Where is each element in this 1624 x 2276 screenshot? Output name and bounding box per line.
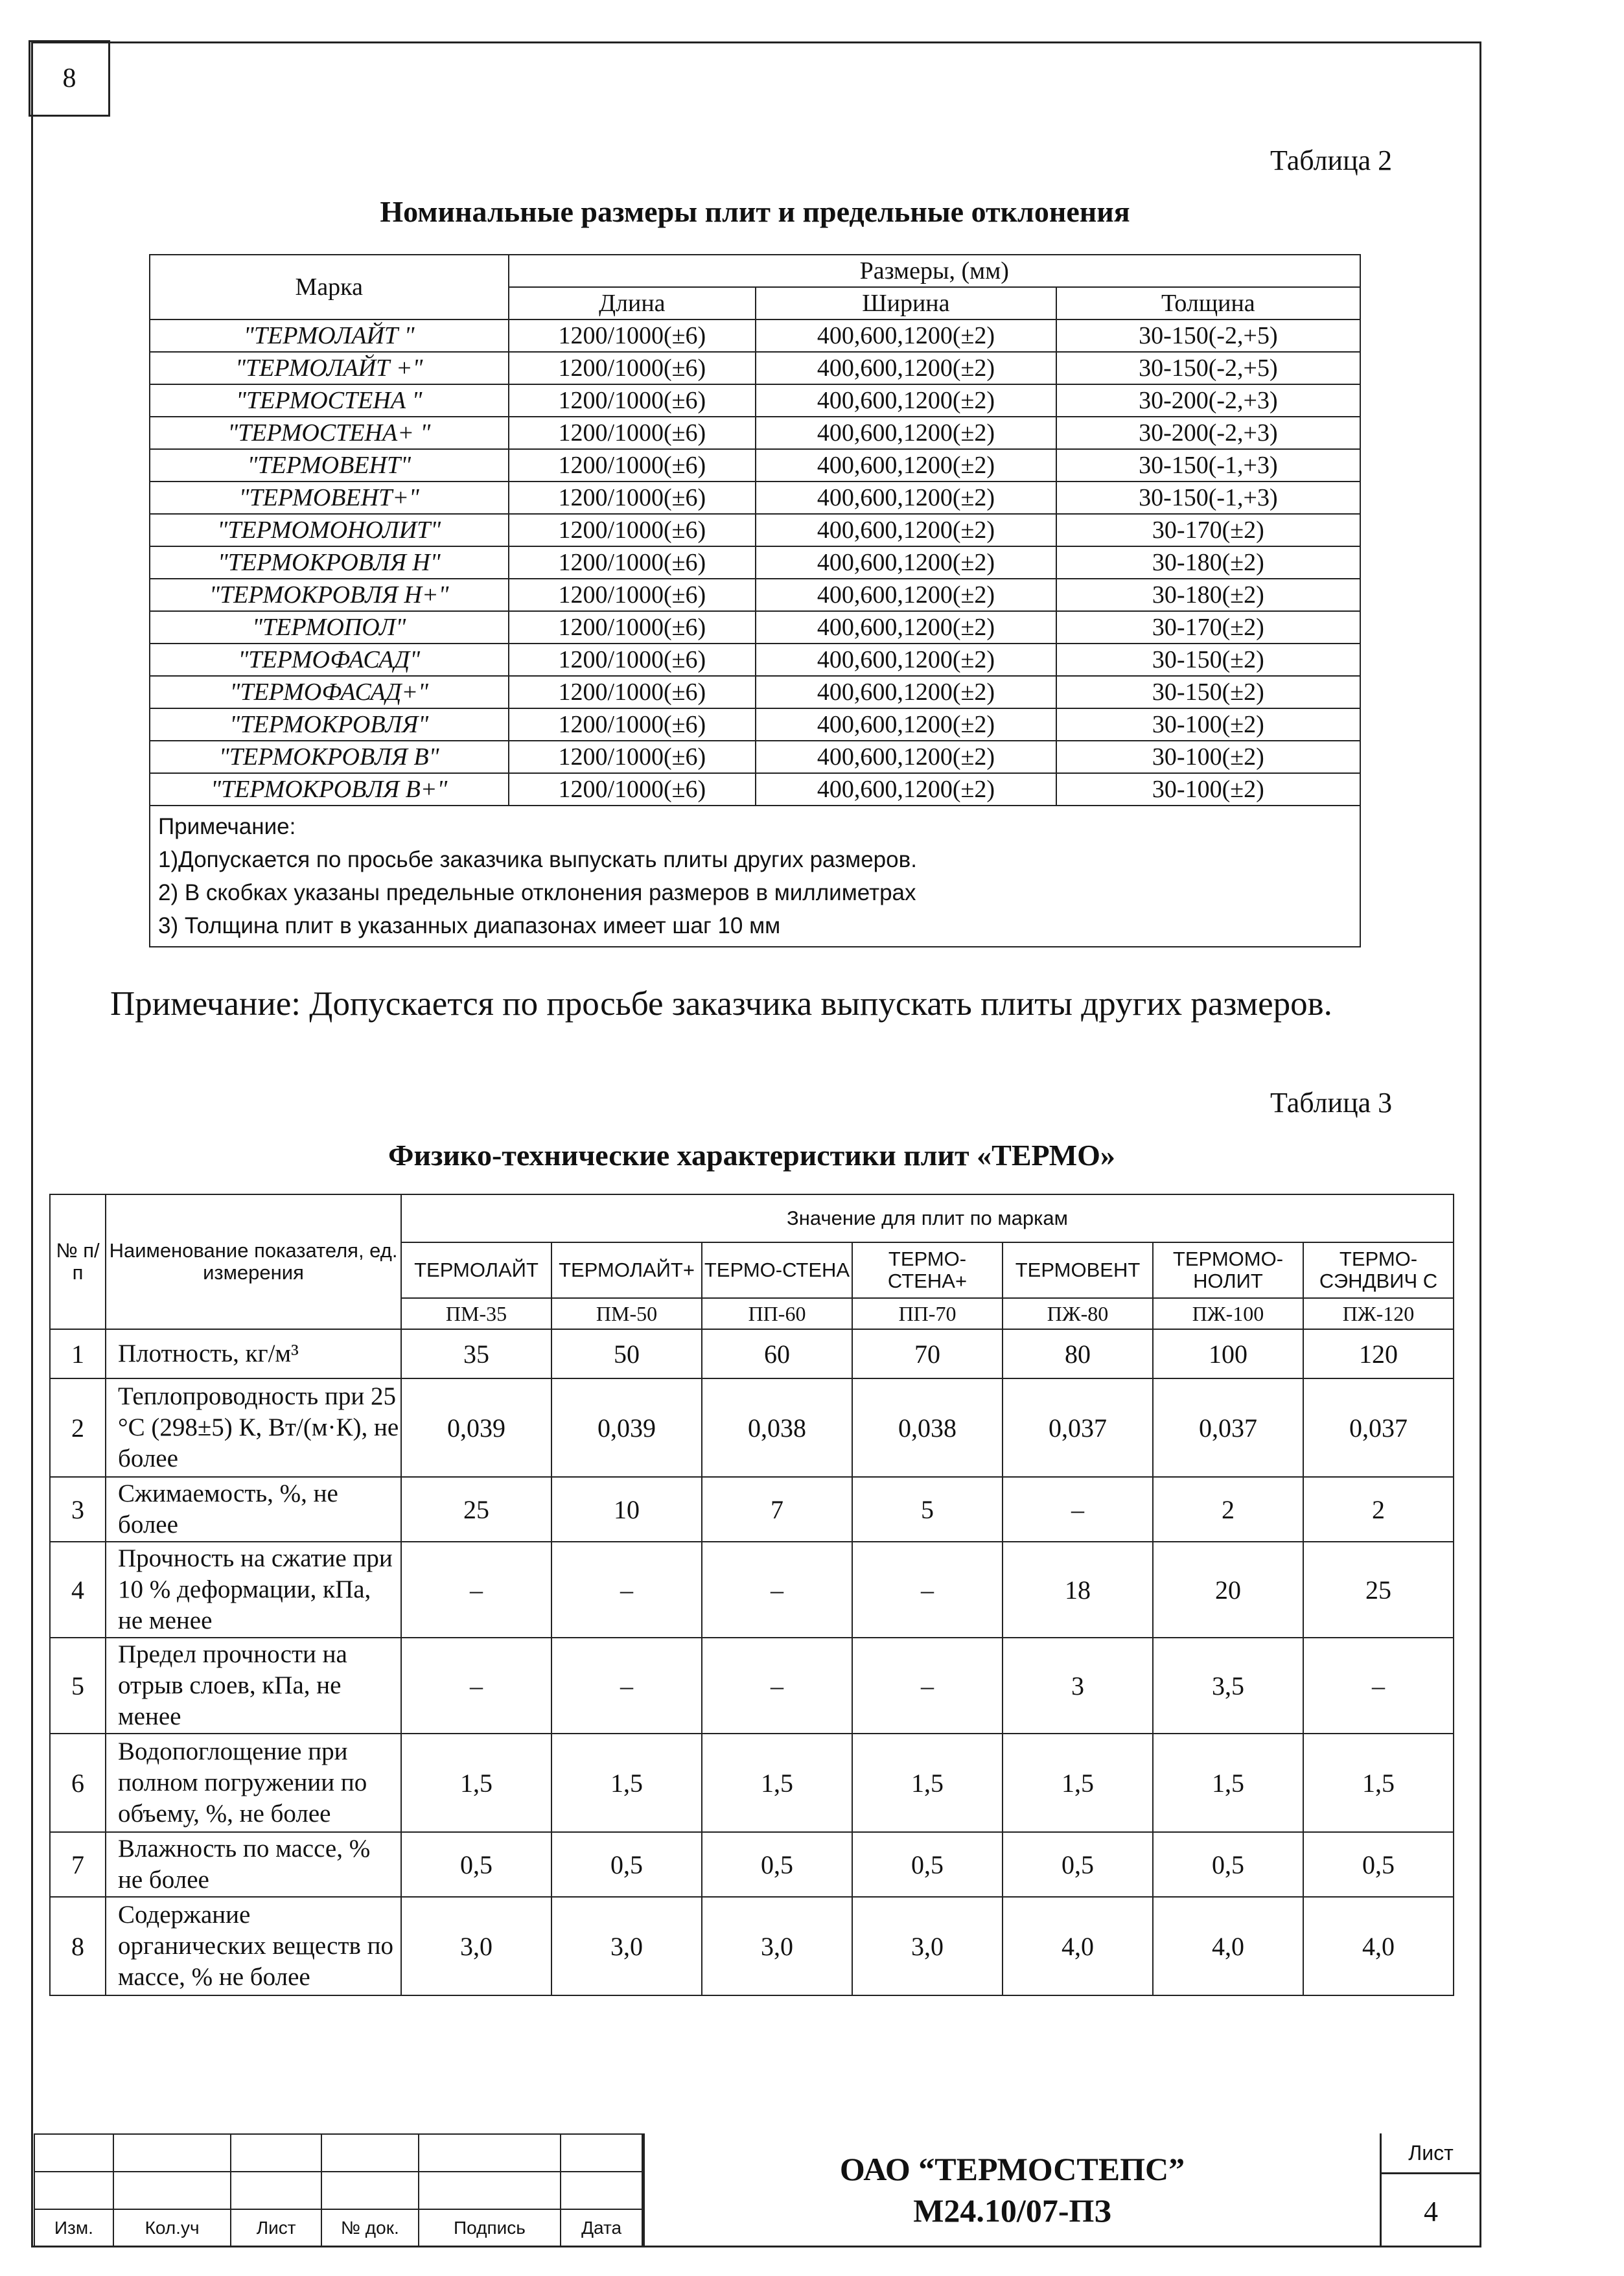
thickness-cell: 30-200(-2,+3) — [1056, 417, 1360, 449]
brand-cell: "ТЕРМОФАСАД+" — [150, 676, 509, 708]
value-cell: 1,5 — [551, 1734, 702, 1832]
thickness-cell: 30-180(±2) — [1056, 546, 1360, 579]
value-cell: 1,5 — [852, 1734, 1003, 1832]
thickness-cell: 30-150(-2,+5) — [1056, 319, 1360, 352]
width-cell: 400,600,1200(±2) — [756, 644, 1056, 676]
row-number: 7 — [50, 1832, 106, 1897]
table-row — [50, 1734, 1454, 1832]
value-cell: 0,5 — [1003, 1832, 1153, 1897]
table2-header-thickness: Толщина — [1056, 287, 1360, 319]
table-row — [50, 1477, 1454, 1542]
table-row — [50, 1832, 1454, 1897]
table3-header-values: Значение для плит по маркам — [401, 1194, 1454, 1242]
brand-cell: "ТЕРМОФАСАД" — [150, 644, 509, 676]
brand-cell: "ТЕРМОМОНОЛИТ" — [150, 514, 509, 546]
table3-header-num: № п/п — [50, 1194, 106, 1329]
table-row — [150, 644, 1360, 676]
length-cell: 1200/1000(±6) — [509, 579, 756, 611]
width-cell: 400,600,1200(±2) — [756, 579, 1056, 611]
value-cell: 1,5 — [1153, 1734, 1303, 1832]
table2-header-width: Ширина — [756, 287, 1056, 319]
length-cell: 1200/1000(±6) — [509, 741, 756, 773]
width-cell: 400,600,1200(±2) — [756, 773, 1056, 806]
table-row — [50, 1329, 1454, 1378]
value-cell: – — [702, 1542, 852, 1638]
revision-column-label: Кол.уч — [113, 2209, 231, 2247]
document-title-cell — [643, 2133, 1382, 2246]
value-cell: 4,0 — [1003, 1897, 1153, 1995]
value-cell: 0,037 — [1153, 1378, 1303, 1477]
length-cell: 1200/1000(±6) — [509, 611, 756, 644]
document-code: М24.10/07-ПЗ — [913, 2192, 1111, 2229]
brand-header: ТЕРМО-СЭНДВИЧ С — [1303, 1242, 1454, 1298]
value-cell: – — [852, 1638, 1003, 1734]
table-row — [150, 319, 1360, 352]
brand-cell: "ТЕРМОВЕНТ+" — [150, 482, 509, 514]
value-cell: 18 — [1003, 1542, 1153, 1638]
thickness-cell: 30-100(±2) — [1056, 708, 1360, 741]
table-row — [150, 417, 1360, 449]
width-cell: 400,600,1200(±2) — [756, 546, 1056, 579]
value-cell: – — [1303, 1638, 1454, 1734]
value-cell: 0,039 — [551, 1378, 702, 1477]
length-cell: 1200/1000(±6) — [509, 546, 756, 579]
thickness-cell: 30-150(-1,+3) — [1056, 482, 1360, 514]
parameter-name: Водопоглощение при полном погружении по объему, %, не более — [106, 1734, 401, 1832]
company-name: ОАО “ТЕРМОСТЕПС” — [839, 2151, 1185, 2187]
table2-note-line: 1)Допускается по просьбе заказчика выпускать плиты других размеров. — [158, 847, 917, 872]
row-number: 3 — [50, 1477, 106, 1542]
revision-grid — [34, 2133, 643, 2246]
row-number: 5 — [50, 1638, 106, 1734]
length-cell: 1200/1000(±6) — [509, 482, 756, 514]
value-cell: 0,5 — [702, 1832, 852, 1897]
brand-cell: "ТЕРМОКРОВЛЯ Н" — [150, 546, 509, 579]
value-cell: 3,0 — [551, 1897, 702, 1995]
table3-label: Таблица 3 — [1270, 1087, 1393, 1119]
width-cell: 400,600,1200(±2) — [756, 449, 1056, 482]
value-cell: 0,037 — [1303, 1378, 1454, 1477]
thickness-cell: 30-180(±2) — [1056, 579, 1360, 611]
length-cell: 1200/1000(±6) — [509, 708, 756, 741]
brand-code: ПЖ-100 — [1153, 1298, 1303, 1329]
length-cell: 1200/1000(±6) — [509, 449, 756, 482]
table-row — [150, 579, 1360, 611]
parameter-name: Предел прочности на отрыв слоев, кПа, не менее — [106, 1638, 401, 1734]
thickness-cell: 30-100(±2) — [1056, 773, 1360, 806]
thickness-cell: 30-150(±2) — [1056, 644, 1360, 676]
value-cell: – — [1003, 1477, 1153, 1542]
value-cell: 60 — [702, 1329, 852, 1378]
length-cell: 1200/1000(±6) — [509, 676, 756, 708]
revision-table — [34, 2133, 643, 2247]
thickness-cell: 30-200(-2,+3) — [1056, 384, 1360, 417]
value-cell: 0,5 — [401, 1832, 551, 1897]
row-number: 6 — [50, 1734, 106, 1832]
table-row — [50, 1378, 1454, 1477]
revision-column-label: Лист — [231, 2209, 321, 2247]
width-cell: 400,600,1200(±2) — [756, 741, 1056, 773]
length-cell: 1200/1000(±6) — [509, 773, 756, 806]
brand-code: ПП-70 — [852, 1298, 1003, 1329]
row-number: 2 — [50, 1378, 106, 1477]
value-cell: 2 — [1303, 1477, 1454, 1542]
table2-header-length: Длина — [509, 287, 756, 319]
row-number: 1 — [50, 1329, 106, 1378]
sheet-label: Лист — [1382, 2133, 1480, 2174]
value-cell: 3,0 — [702, 1897, 852, 1995]
parameter-name: Содержание органических веществ по массе, % не более — [106, 1897, 401, 1995]
length-cell: 1200/1000(±6) — [509, 352, 756, 384]
value-cell: 2 — [1153, 1477, 1303, 1542]
value-cell: 35 — [401, 1329, 551, 1378]
thickness-cell: 30-150(±2) — [1056, 676, 1360, 708]
value-cell: 3,5 — [1153, 1638, 1303, 1734]
table3 — [49, 1194, 1454, 1996]
length-cell: 1200/1000(±6) — [509, 644, 756, 676]
table2-title: Номинальные размеры плит и предельные отклонения — [380, 195, 1130, 228]
brand-header: ТЕРМОВЕНТ — [1003, 1242, 1153, 1298]
table-row — [150, 546, 1360, 579]
brand-cell: "ТЕРМОКРОВЛЯ В" — [150, 741, 509, 773]
width-cell: 400,600,1200(±2) — [756, 611, 1056, 644]
width-cell: 400,600,1200(±2) — [756, 352, 1056, 384]
brand-code: ПМ-35 — [401, 1298, 551, 1329]
table-row — [150, 773, 1360, 806]
row-number: 8 — [50, 1897, 106, 1995]
table-row — [150, 708, 1360, 741]
page-number-box — [29, 40, 110, 117]
value-cell: 4,0 — [1153, 1897, 1303, 1995]
width-cell: 400,600,1200(±2) — [756, 708, 1056, 741]
table2 — [149, 254, 1361, 947]
table2-notes — [150, 806, 1360, 947]
length-cell: 1200/1000(±6) — [509, 514, 756, 546]
length-cell: 1200/1000(±6) — [509, 417, 756, 449]
length-cell: 1200/1000(±6) — [509, 384, 756, 417]
revision-column-label: Дата — [561, 2209, 642, 2247]
value-cell: – — [702, 1638, 852, 1734]
table-row — [150, 449, 1360, 482]
thickness-cell: 30-150(-2,+5) — [1056, 352, 1360, 384]
value-cell: 0,5 — [551, 1832, 702, 1897]
parameter-name: Влажность по массе, % не более — [106, 1832, 401, 1897]
table3-title: Физико-технические характеристики плит «ТЕРМО» — [388, 1139, 1115, 1172]
value-cell: 100 — [1153, 1329, 1303, 1378]
row-number: 4 — [50, 1542, 106, 1638]
value-cell: 5 — [852, 1477, 1003, 1542]
value-cell: 3,0 — [852, 1897, 1003, 1995]
parameter-name: Теплопроводность при 25 °С (298±5) К, Вт/(м·К), не более — [106, 1378, 401, 1477]
brand-header: ТЕРМОЛАЙТ — [401, 1242, 551, 1298]
table-row — [50, 1897, 1454, 1995]
brand-cell: "ТЕРМОВЕНТ" — [150, 449, 509, 482]
value-cell: 0,038 — [852, 1378, 1003, 1477]
value-cell: 0,037 — [1003, 1378, 1153, 1477]
table-row — [150, 676, 1360, 708]
note-paragraph: Примечание: Допускается по просьбе заказчика выпускать плиты других размеров. — [110, 985, 1332, 1023]
parameter-name: Прочность на сжатие при 10 % деформации, кПа, не менее — [106, 1542, 401, 1638]
value-cell: 25 — [1303, 1542, 1454, 1638]
length-cell: 1200/1000(±6) — [509, 319, 756, 352]
brand-cell: "ТЕРМОЛАЙТ " — [150, 319, 509, 352]
brand-header: ТЕРМО-СТЕНА — [702, 1242, 852, 1298]
value-cell: 4,0 — [1303, 1897, 1454, 1995]
brand-code: ПМ-50 — [551, 1298, 702, 1329]
table2-header-brand: Марка — [150, 255, 509, 319]
table2-note-line: 2) В скобках указаны предельные отклонения размеров в миллиметрах — [158, 880, 916, 905]
value-cell: 50 — [551, 1329, 702, 1378]
width-cell: 400,600,1200(±2) — [756, 482, 1056, 514]
table-row — [50, 1542, 1454, 1638]
value-cell: 80 — [1003, 1329, 1153, 1378]
width-cell: 400,600,1200(±2) — [756, 384, 1056, 417]
brand-cell: "ТЕРМОСТЕНА+ " — [150, 417, 509, 449]
value-cell: 1,5 — [1303, 1734, 1454, 1832]
brand-code: ПЖ-120 — [1303, 1298, 1454, 1329]
value-cell: 0,039 — [401, 1378, 551, 1477]
width-cell: 400,600,1200(±2) — [756, 514, 1056, 546]
table-row — [150, 352, 1360, 384]
width-cell: 400,600,1200(±2) — [756, 417, 1056, 449]
sheet-number: 4 — [1424, 2195, 1438, 2227]
brand-cell: "ТЕРМОПОЛ" — [150, 611, 509, 644]
value-cell: 3,0 — [401, 1897, 551, 1995]
table3-header-name: Наименование показателя, ед. измерения — [106, 1194, 401, 1329]
revision-column-label: Подпись — [419, 2209, 561, 2247]
table-row — [150, 384, 1360, 417]
table2-label: Таблица 2 — [1270, 145, 1393, 176]
value-cell: – — [852, 1542, 1003, 1638]
brand-cell: "ТЕРМОКРОВЛЯ В+" — [150, 773, 509, 806]
value-cell: 20 — [1153, 1542, 1303, 1638]
table-row — [50, 1638, 1454, 1734]
brand-code: ПЖ-80 — [1003, 1298, 1153, 1329]
value-cell: 25 — [401, 1477, 551, 1542]
brand-header: ТЕРМО-СТЕНА+ — [852, 1242, 1003, 1298]
thickness-cell: 30-170(±2) — [1056, 514, 1360, 546]
revision-column-label: Изм. — [34, 2209, 113, 2247]
table2-header-sizes: Размеры, (мм) — [509, 255, 1361, 287]
value-cell: 0,5 — [1153, 1832, 1303, 1897]
brand-header: ТЕРМОМО-НОЛИТ — [1153, 1242, 1303, 1298]
brand-cell: "ТЕРМОКРОВЛЯ" — [150, 708, 509, 741]
sheet-cell — [1382, 2133, 1480, 2246]
revision-column-label: № док. — [321, 2209, 419, 2247]
brand-cell: "ТЕРМОСТЕНА " — [150, 384, 509, 417]
value-cell: – — [551, 1638, 702, 1734]
value-cell: 120 — [1303, 1329, 1454, 1378]
table-row — [150, 611, 1360, 644]
value-cell: – — [551, 1542, 702, 1638]
value-cell: 0,038 — [702, 1378, 852, 1477]
value-cell: 70 — [852, 1329, 1003, 1378]
value-cell: 1,5 — [401, 1734, 551, 1832]
page-number: 8 — [62, 64, 76, 93]
table-row — [150, 514, 1360, 546]
brand-cell: "ТЕРМОЛАЙТ +" — [150, 352, 509, 384]
value-cell: 7 — [702, 1477, 852, 1542]
parameter-name: Плотность, кг/м³ — [106, 1329, 401, 1378]
parameter-name: Сжимаемость, %, не более — [106, 1477, 401, 1542]
brand-header: ТЕРМОЛАЙТ+ — [551, 1242, 702, 1298]
title-block — [34, 2133, 1480, 2246]
value-cell: – — [401, 1542, 551, 1638]
thickness-cell: 30-150(-1,+3) — [1056, 449, 1360, 482]
table2-note-line: Примечание: — [158, 814, 296, 839]
value-cell: 0,5 — [1303, 1832, 1454, 1897]
value-cell: 0,5 — [852, 1832, 1003, 1897]
thickness-cell: 30-170(±2) — [1056, 611, 1360, 644]
value-cell: 10 — [551, 1477, 702, 1542]
brand-code: ПП-60 — [702, 1298, 852, 1329]
value-cell: 1,5 — [702, 1734, 852, 1832]
value-cell: 1,5 — [1003, 1734, 1153, 1832]
brand-cell: "ТЕРМОКРОВЛЯ Н+" — [150, 579, 509, 611]
table-row — [150, 482, 1360, 514]
thickness-cell: 30-100(±2) — [1056, 741, 1360, 773]
width-cell: 400,600,1200(±2) — [756, 676, 1056, 708]
table-row — [150, 741, 1360, 773]
value-cell: – — [401, 1638, 551, 1734]
width-cell: 400,600,1200(±2) — [756, 319, 1056, 352]
value-cell: 3 — [1003, 1638, 1153, 1734]
table2-note-line: 3) Толщина плит в указанных диапазонах имеет шаг 10 мм — [158, 913, 781, 938]
